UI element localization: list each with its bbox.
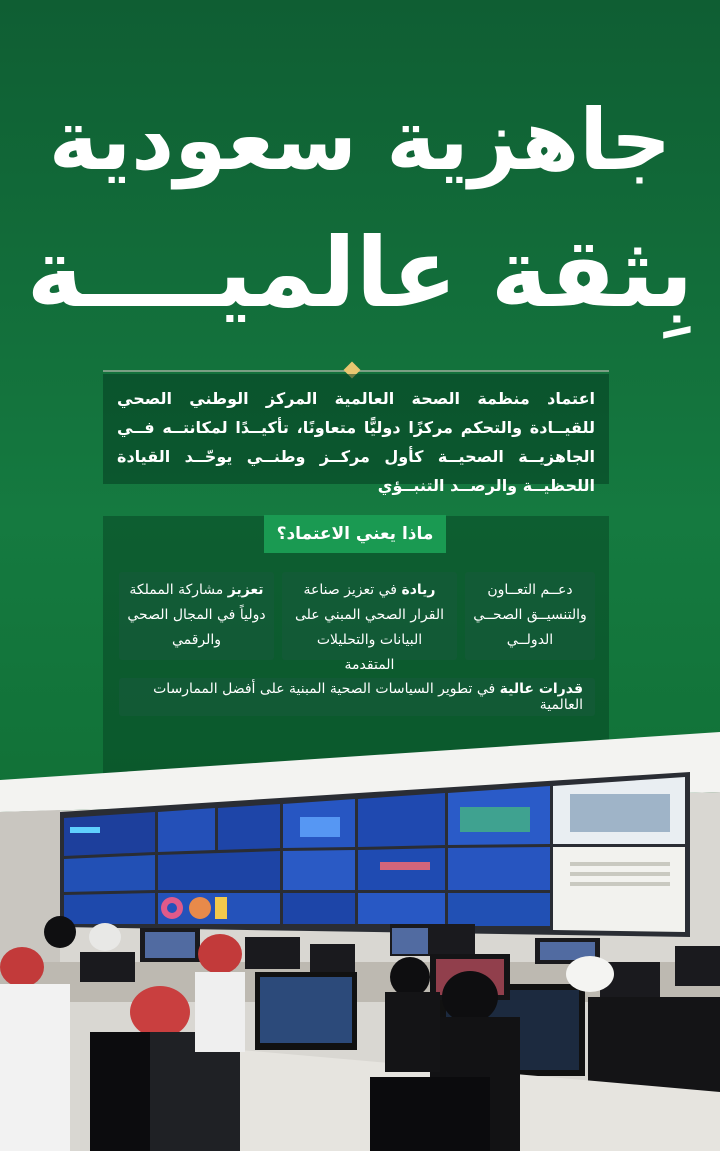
benefit-card-bold: قدرات عالية (499, 681, 583, 697)
benefit-card-text: دعــم التعــاون والتنسيــق الصحــي الدولــي (473, 582, 587, 648)
benefit-card-cooperation (465, 572, 595, 660)
benefit-card-leadership (282, 572, 457, 673)
benefit-card-bold: تعزيز (227, 582, 264, 598)
headline-line-1: جاهزية سعودية (48, 91, 672, 189)
section-title: ماذا يعني الاعتماد؟ (264, 515, 446, 553)
benefit-card-text: في تطوير السياسات الصحية المبنية على أفضل الممارسات العالمية (153, 681, 583, 713)
intro-paragraph: اعتماد منظمة الصحة العالمية المركز الوطني الصحي للقيــادة والتحكم مركزًا دوليًّا متعاونًا، تأكيــدًا لمكانتــه فــي الجاهزيــة الصحيــة كأول مركــز وطنــي يوحّــد القيادة اللحظيــة والرصــد التنبــؤي (103, 374, 609, 484)
headline-line-2: بِثقة عالميــــة (26, 217, 694, 329)
benefit-card-text: مشاركة المملكة دولياً في المجال الصحي والرقمي (127, 582, 266, 648)
benefit-card-capabilities (119, 678, 595, 716)
benefit-card-text: في تعزيز صناعة القرار الصحي المبني على البيانات والتحليلات المتقدمة (295, 582, 444, 673)
command-center-photo (0, 732, 720, 1151)
benefit-card-participation (119, 572, 274, 660)
benefit-card-bold: ريادة (401, 582, 436, 598)
